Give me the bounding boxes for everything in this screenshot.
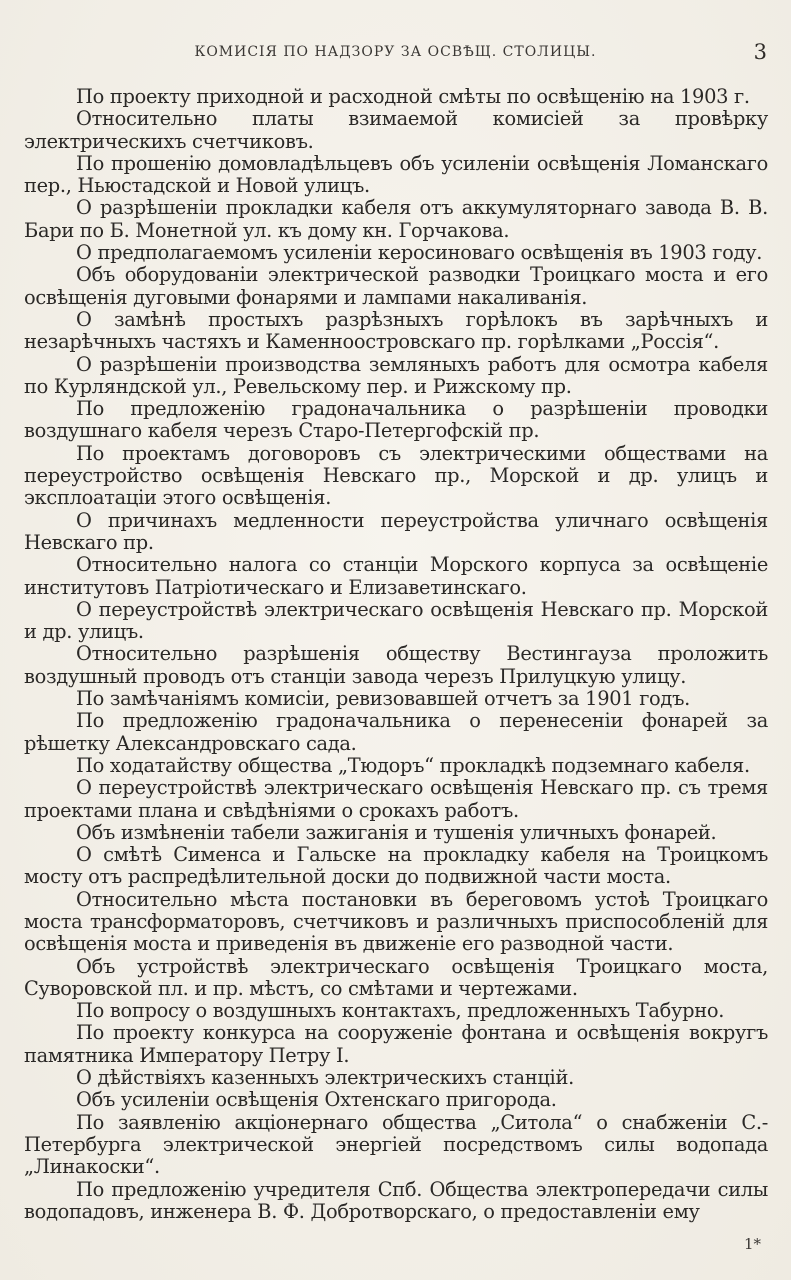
page-number: 3	[753, 40, 767, 64]
agenda-entry: По вопросу о воздушныхъ контактахъ, предложенныхъ Табурно.	[76, 999, 725, 1023]
agenda-entry: По прошенію домовладѣльцевъ объ усиленіи освѣщенія Ломанскаго пер., Ньюстадской и Новой улицъ.	[24, 151, 768, 198]
agenda-entry: О предполагаемомъ усиленіи керосиноваго освѣщенія въ 1903 году.	[76, 241, 763, 265]
agenda-entry: О переустройствѣ электрическаго освѣщенія Невскаго пр. съ тремя проектами плана и свѣдѣніями о срокахъ работъ.	[24, 776, 768, 822]
agenda-entry: По заявленію акціонернаго общества „Ситола“ о снабженіи С.-Петербурга электрической энергіей посредствомъ силы водопада „Линакоски“.	[24, 1110, 768, 1179]
agenda-entry: По ходатайству общества „Тюдоръ“ прокладкѣ подземнаго кабеля.	[76, 753, 750, 777]
agenda-entry: О замѣнѣ простыхъ разрѣзныхъ горѣлокъ въ зарѣчныхъ и незарѣчныхъ частяхъ и Каменноостровскаго пр. горѣлками „Россія“.	[24, 307, 768, 354]
agenda-entry: Относительно разрѣшенія обществу Вестингауза проложить воздушный проводъ отъ станціи завода черезъ Прилуцкую улицу.	[24, 642, 768, 688]
agenda-entry: Объ измѣненіи табели зажиганія и тушенія уличныхъ фонарей.	[76, 820, 717, 844]
agenda-entry: Объ устройствѣ электрическаго освѣщенія Троицкаго моста, Суворовской пл. и пр. мѣстъ, со смѣтами и чертежами.	[24, 954, 768, 1000]
agenda-entry: По замѣчаніямъ комисіи, ревизовавшей отчетъ за 1901 годъ.	[76, 687, 690, 711]
agenda-entry: Относительно платы взимаемой комисіей за провѣрку электрическихъ счетчиковъ.	[24, 107, 768, 153]
agenda-entry: По проекту приходной и расходной смѣты по освѣщенію на 1903 г.	[76, 85, 750, 108]
agenda-entry: Относительно мѣста постановки въ береговомъ устоѣ Троицкаго моста трансформаторовъ, счетчиковъ и различныхъ приспособленій для освѣщенія моста и приведенія въ движеніе его разводной части.	[24, 887, 768, 956]
agenda-entry: О дѣйствіяхъ казенныхъ электрическихъ станцій.	[76, 1066, 574, 1090]
agenda-entry: Относительно налога со станціи Морского корпуса за освѣщеніе институтовъ Патріотическаго и Елизаветинскаго.	[24, 553, 768, 599]
agenda-entry: По предложенію градоначальника о перенесеніи фонарей за рѣшетку Александровскаго сада.	[24, 709, 768, 755]
running-header	[0, 40, 791, 70]
agenda-entry: О смѣтѣ Сименса и Гальске на прокладку кабеля на Троицкомъ мосту отъ распредѣлительной доски до подвижной части моста.	[24, 843, 768, 889]
agenda-entry: Объ оборудованіи электрической разводки Троицкаго моста и его освѣщенія дуговыми фонарями и лампами накаливанія.	[24, 263, 768, 309]
agenda-entry: По проектамъ договоровъ съ электрическими обществами на переустройство освѣщенія Невскаго пр., Морской и др. улицъ и эксплоатаціи этого освѣщенія.	[24, 441, 768, 510]
agenda-entry: По предложенію учредителя Спб. Общества электропередачи силы водопадовъ, инженера В. Ф. Добротворскаго, о предоставленіи ему	[24, 1177, 768, 1223]
header-title: КОМИСІЯ ПО НАДЗОРУ ЗА ОСВѢЩ. СТОЛИЦЫ.	[194, 44, 597, 60]
agenda-entry: О переустройствѣ электрическаго освѣщенія Невскаго пр. Морской и др. улицъ.	[24, 597, 768, 644]
agenda-entry: О разрѣшеніи прокладки кабеля отъ аккумуляторнаго завода В. В. Бари по Б. Монетной ул. къ дому кн. Горчакова.	[24, 196, 768, 242]
agenda-entry: О причинахъ медленности переустройства уличнаго освѣщенія Невскаго пр.	[24, 508, 768, 554]
agenda-entry: По предложенію градоначальника о разрѣшеніи проводки воздушнаго кабеля черезъ Старо-Петергофскій пр.	[24, 397, 768, 443]
agenda-entry: Объ усиленіи освѣщенія Охтенскаго пригорода.	[76, 1088, 557, 1112]
body-text	[24, 86, 768, 1223]
agenda-entry: О разрѣшеніи производства земляныхъ работъ для осмотра кабеля по Курляндской ул., Ревельскому пер. и Рижскому пр.	[24, 352, 768, 398]
signature-mark: 1*	[743, 1235, 761, 1253]
agenda-entry: По проекту конкурса на сооруженіе фонтана и освѣщенія вокругъ памятника Императору Петру I.	[24, 1021, 768, 1067]
